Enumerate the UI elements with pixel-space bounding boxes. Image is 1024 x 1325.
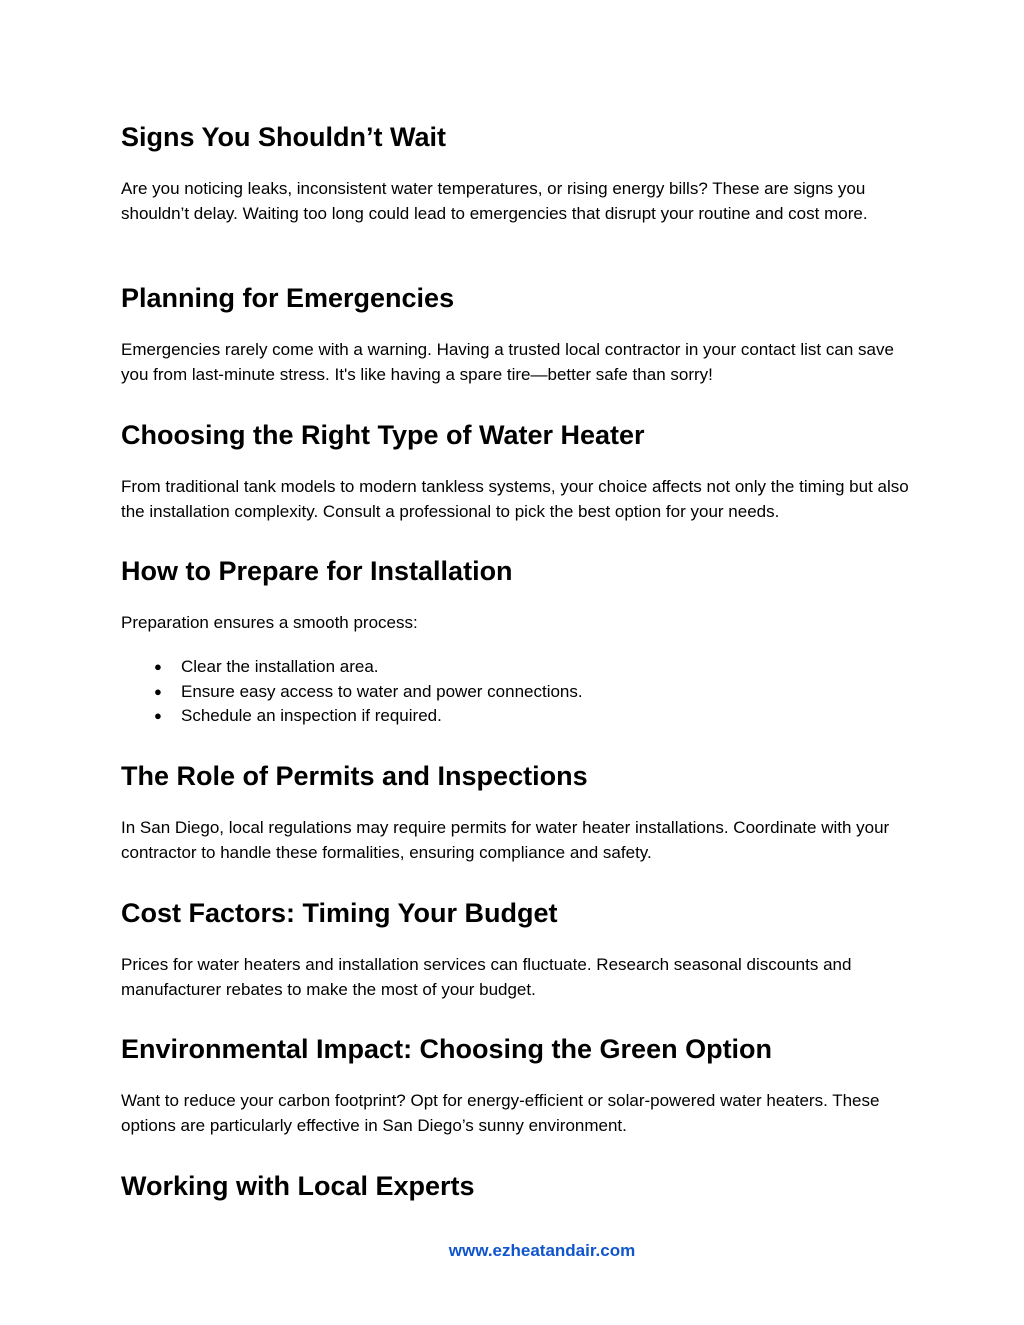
list-item-text: Clear the installation area. bbox=[181, 657, 379, 676]
heading-cost-factors: Cost Factors: Timing Your Budget bbox=[121, 898, 558, 928]
bullet-icon: ● bbox=[154, 708, 162, 723]
paragraph-permits: In San Diego, local regulations may require permits for water heater installations. Coordinate with your contractor to handle these formalities, ensuring compliance and safety. bbox=[121, 818, 890, 862]
heading-signs-you-shouldnt-wait: Signs You Shouldn’t Wait bbox=[121, 122, 446, 152]
heading-prepare-installation: How to Prepare for Installation bbox=[121, 556, 513, 586]
list-item bbox=[121, 655, 583, 680]
bullet-icon: ● bbox=[154, 659, 162, 674]
paragraph-signs: Are you noticing leaks, inconsistent water temperatures, or rising energy bills? These are signs you shouldn’t delay. Waiting too long could lead to emergencies that disrupt your routine and cost more. bbox=[121, 179, 868, 223]
paragraph-choosing: From traditional tank models to modern tankless systems, your choice affects not only the timing but also the installation complexity. Consult a professional to pick the best option for your needs. bbox=[121, 477, 909, 521]
heading-local-experts: Working with Local Experts bbox=[121, 1171, 475, 1201]
website-link[interactable]: www.ezheatandair.com bbox=[448, 1241, 636, 1260]
list-item-text: Ensure easy access to water and power connections. bbox=[181, 681, 583, 701]
list-item bbox=[121, 680, 583, 705]
heading-planning-for-emergencies: Planning for Emergencies bbox=[121, 283, 455, 313]
heading-permits-inspections: The Role of Permits and Inspections bbox=[121, 761, 588, 791]
bullet-icon: ● bbox=[154, 683, 162, 699]
list-item bbox=[121, 704, 583, 729]
paragraph-emergencies: Emergencies rarely come with a warning. Having a trusted local contractor in your contact list can save you from last-minute stress. It's like having a spare tire—better safe than sorry! bbox=[121, 340, 894, 384]
paragraph-environmental: Want to reduce your carbon footprint? Opt for energy-efficient or solar-powered water heaters. These options are particularly effective in San Diego’s sunny environment. bbox=[121, 1091, 880, 1135]
paragraph-prepare: Preparation ensures a smooth process: bbox=[121, 613, 418, 632]
preparation-list bbox=[121, 655, 583, 729]
heading-choosing-water-heater: Choosing the Right Type of Water Heater bbox=[121, 420, 645, 450]
heading-environmental-impact: Environmental Impact: Choosing the Green Option bbox=[121, 1034, 773, 1064]
list-item-text: Schedule an inspection if required. bbox=[181, 706, 442, 725]
paragraph-cost: Prices for water heaters and installation services can fluctuate. Research seasonal discounts and manufacturer rebates to make the most of your budget. bbox=[121, 955, 852, 999]
